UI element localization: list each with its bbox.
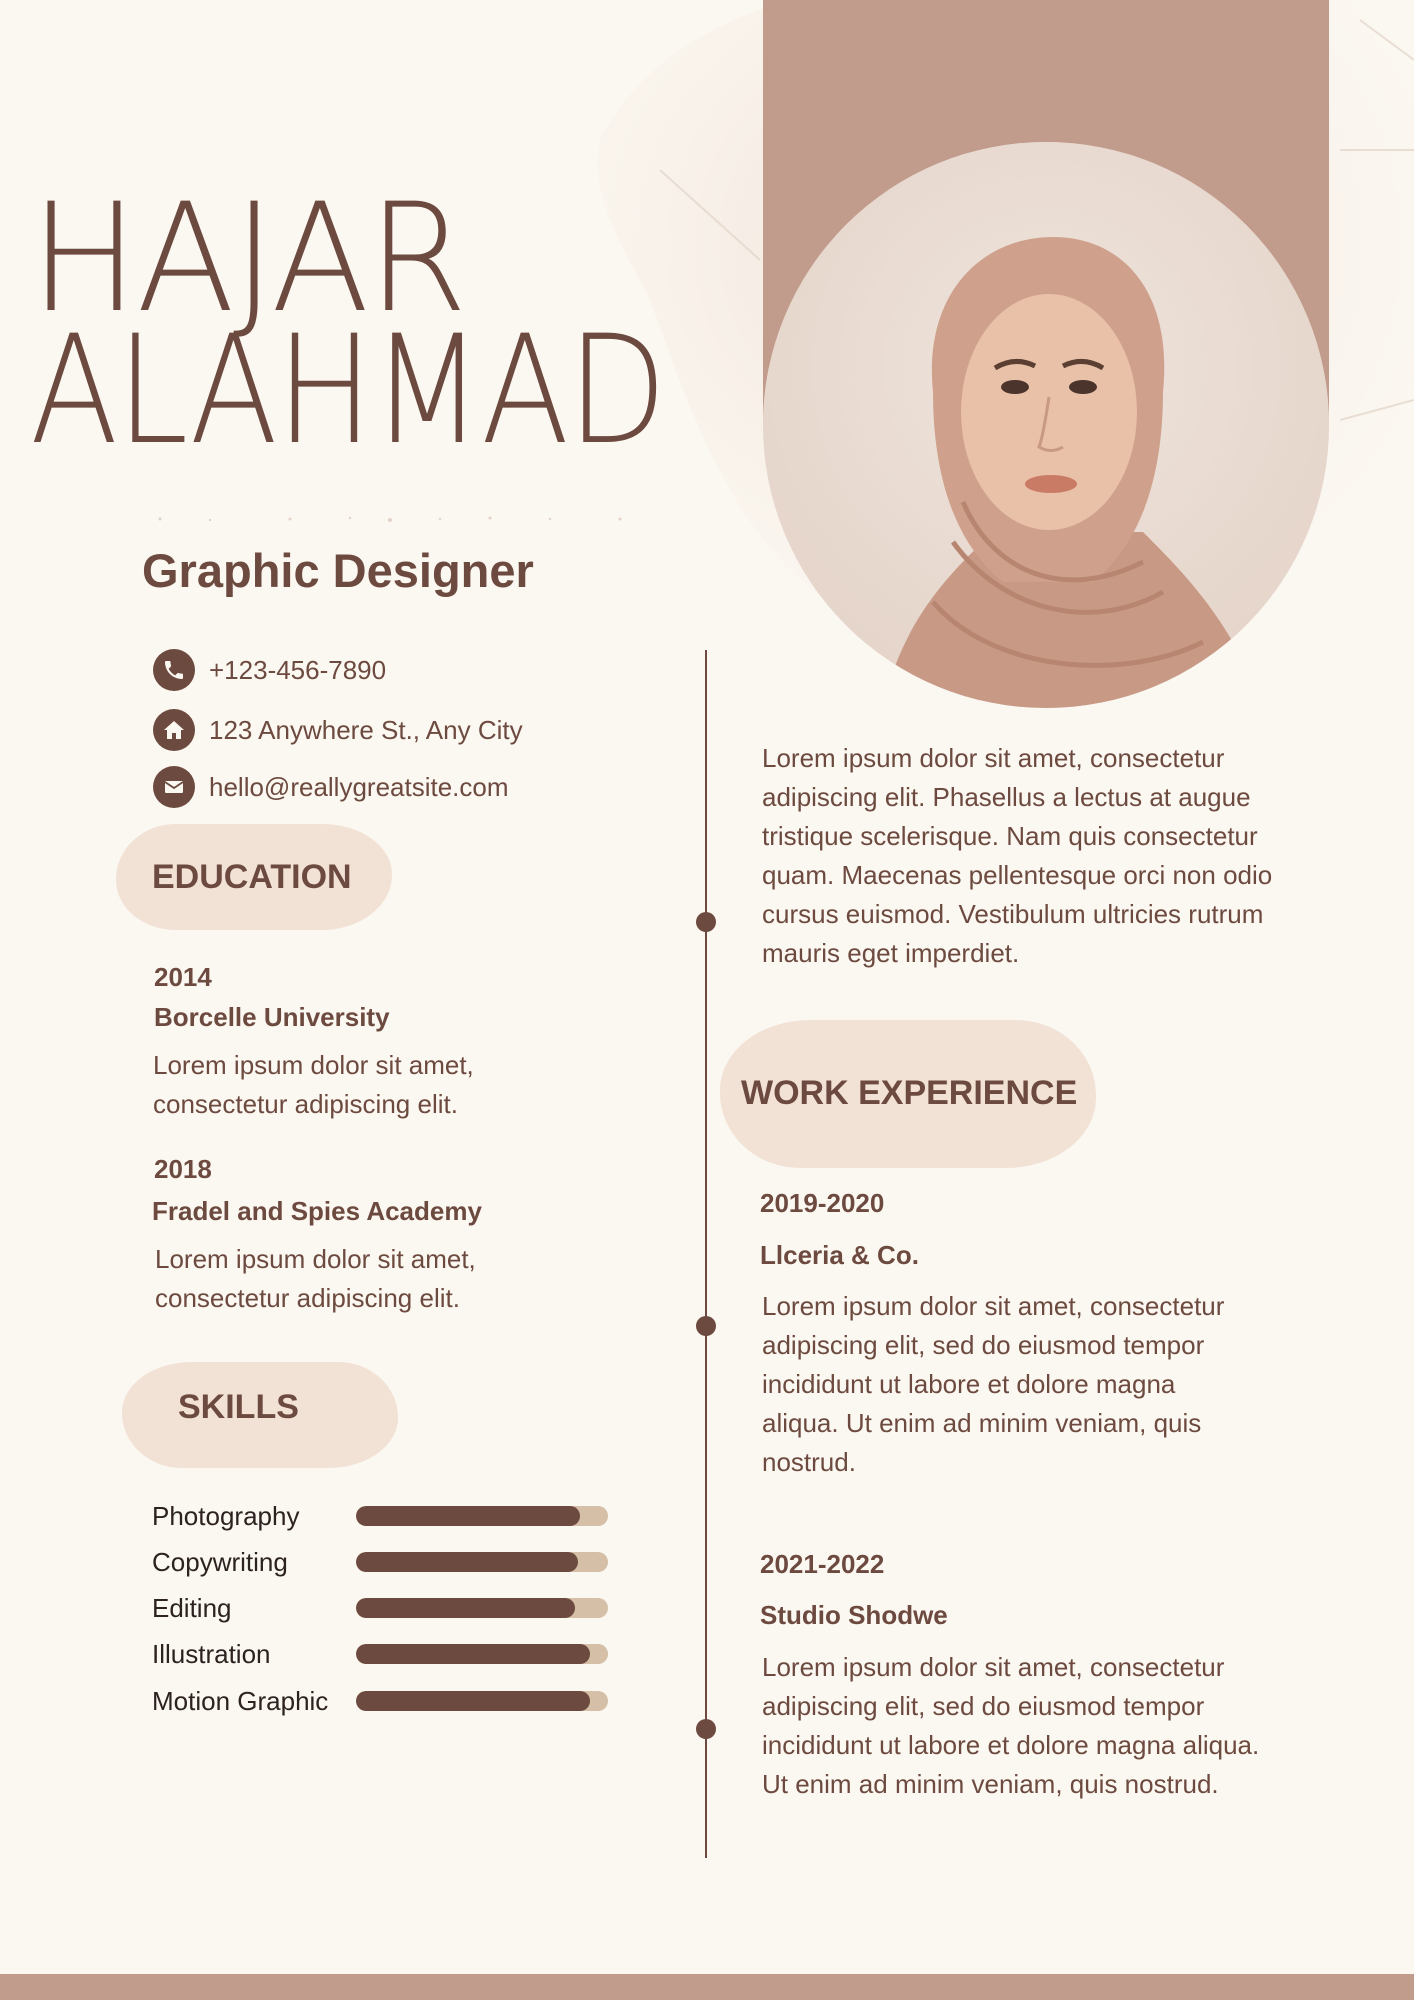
address: 123 Anywhere St., Any City xyxy=(209,714,523,745)
phone-icon xyxy=(153,649,195,691)
work-company: Studio Shodwe xyxy=(760,1600,948,1630)
skill-label: Copywriting xyxy=(152,1546,288,1577)
home-icon xyxy=(153,709,195,751)
email-address: hello@reallygreatsite.com xyxy=(209,771,509,802)
profile-photo xyxy=(763,142,1329,708)
decorative-dots xyxy=(150,514,630,524)
work-company: Llceria & Co. xyxy=(760,1240,919,1270)
skill-bar-fill xyxy=(356,1644,590,1664)
work-experience-heading: WORK EXPERIENCE xyxy=(741,1074,1078,1112)
work-years: 2019-2020 xyxy=(760,1188,885,1218)
education-institution: Borcelle University xyxy=(154,1002,390,1032)
phone-number: +123-456-7890 xyxy=(209,654,387,685)
skill-label: Photography xyxy=(152,1500,300,1531)
contact-address xyxy=(153,708,523,752)
contact-phone[interactable] xyxy=(153,648,386,692)
work-description: Lorem ipsum dolor sit amet, consectetur adipiscing elit, sed do eiusmod tempor incididunt ut labore et dolore magna aliqua. Ut enim ad minim veniam, quis nostrud. xyxy=(762,1291,1225,1477)
about-text: Lorem ipsum dolor sit amet, consectetur adipiscing elit. Phasellus a lectus at augue tristique scelerisque. Nam quis consectetur quam. Maecenas pellentesque orci non odio cursus euismod. Vestibulum ultricies rutrum mauris eget imperdiet. xyxy=(762,743,1273,968)
skill-label: Motion Graphic xyxy=(152,1685,329,1716)
skill-row xyxy=(152,1496,608,1536)
skill-row xyxy=(152,1588,608,1628)
education-description: Lorem ipsum dolor sit amet, consectetur adipiscing elit. xyxy=(153,1050,474,1119)
skill-bar xyxy=(356,1598,608,1618)
last-name: ALAHMAD xyxy=(30,304,666,478)
skill-bar xyxy=(356,1506,608,1526)
skill-row xyxy=(152,1542,608,1582)
timeline-line xyxy=(705,650,707,1858)
skill-bar-fill xyxy=(356,1598,575,1618)
skills-heading: SKILLS xyxy=(178,1388,299,1426)
job-title: Graphic Designer xyxy=(142,544,534,597)
skill-row xyxy=(152,1634,608,1674)
education-institution: Fradel and Spies Academy xyxy=(152,1196,482,1226)
first-name: HAJAR xyxy=(30,172,466,346)
skill-label: Illustration xyxy=(152,1638,271,1669)
skill-bar xyxy=(356,1552,608,1572)
skill-bar-fill xyxy=(356,1552,578,1572)
timeline-dot xyxy=(696,1316,716,1336)
skill-row xyxy=(152,1681,608,1721)
skill-label: Editing xyxy=(152,1592,232,1623)
education-description: Lorem ipsum dolor sit amet, consectetur adipiscing elit. xyxy=(155,1244,476,1313)
timeline-dot xyxy=(696,1719,716,1739)
timeline-dot xyxy=(696,912,716,932)
education-year: 2014 xyxy=(154,962,212,992)
skill-bar-fill xyxy=(356,1506,580,1526)
work-description: Lorem ipsum dolor sit amet, consectetur adipiscing elit, sed do eiusmod tempor incididunt ut labore et dolore magna aliqua. Ut enim ad minim veniam, quis nostrud. xyxy=(762,1652,1260,1799)
footer-bar xyxy=(0,1974,1414,2000)
education-heading: EDUCATION xyxy=(152,858,352,896)
education-year: 2018 xyxy=(154,1154,212,1184)
skill-bar xyxy=(356,1691,608,1711)
mail-icon xyxy=(153,766,195,808)
skill-bar xyxy=(356,1644,608,1664)
contact-email[interactable] xyxy=(153,765,509,809)
work-years: 2021-2022 xyxy=(760,1549,885,1579)
skill-bar-fill xyxy=(356,1691,590,1711)
